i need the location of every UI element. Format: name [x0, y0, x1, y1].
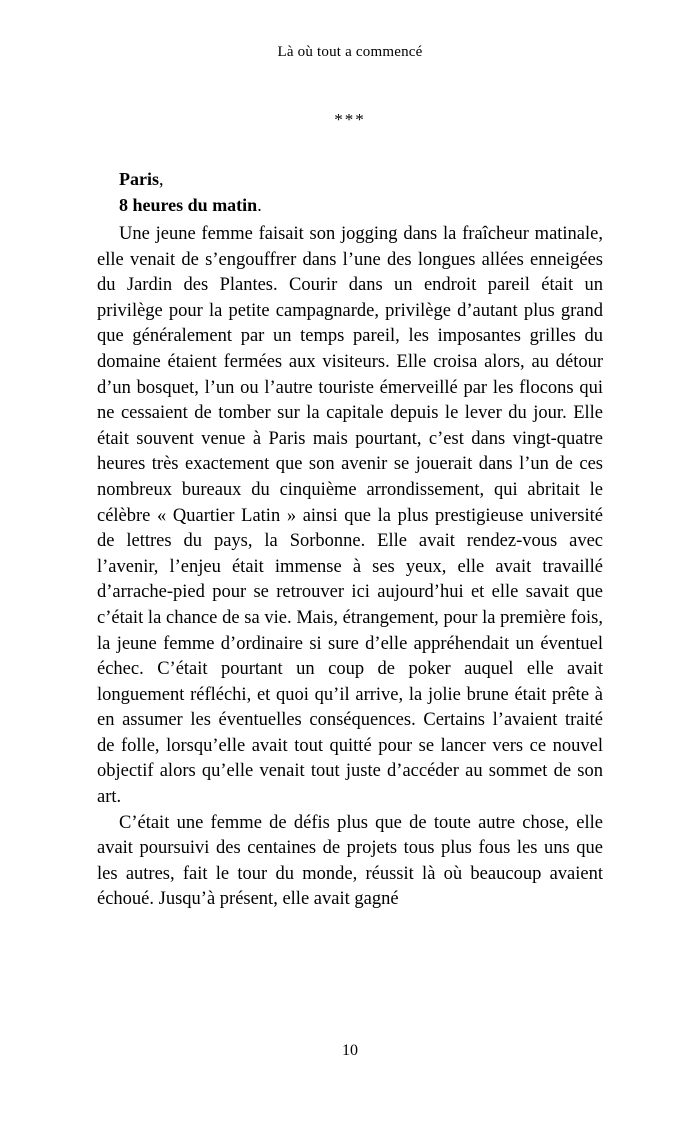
book-page [0, 44, 700, 1124]
dateline-time: 8 heures du matin [119, 195, 258, 215]
dateline-time-suffix: . [257, 195, 262, 215]
paragraph: C’était une femme de défis plus que de toute autre chose, elle avait poursuivi des centaines de projets tous plus fous les uns que les autres, fait le tour du monde, réussit là où beaucoup avaient échoué. Jusqu’à présent, elle avait gagné [97, 812, 603, 910]
text-block [97, 166, 603, 913]
running-head: Là où tout a commencé [277, 44, 423, 60]
scene-separator: *** [334, 110, 366, 129]
paragraph: Une jeune femme faisait son jogging dans la fraîcheur matinale, elle venait de s’engouffrer dans l’une des longues allées enneigées du Jardin des Plantes. Courir dans un endroit pareil était un privilège pour la petite campagnarde, privilège d’autant plus grand que généralement par un temps pareil, les imposantes grilles du domaine étaient fermées aux visiteurs. Elle croisa alors, au détour d’un bosquet, l’un ou l’autre touriste émerveillé par les flocons qui ne cessaient de tomber sur la capitale depuis le lever du jour. Elle était souvent venue à Paris mais pourtant, c’est dans vingt-quatre heures très exactement que son avenir se jouerait dans l’un de ces nombreux bureaux du cinquième arrondissement, qui abritait le célèbre « Quartier Latin » ainsi que la plus prestigieuse université de lettres du pays, la Sorbonne. Elle avait rendez-vous avec l’avenir, l’enjeu était immense à ses yeux, elle avait travaillé d’arrache-pied pour se retrouver ici aujourd’hui et elle savait que c’était la chance de sa vie. Mais, étrangement, pour la première fois, la jeune femme d’ordinaire si sure d’elle appréhendait un éventuel échec. C’était pourtant un coup de poker auquel elle avait longuement réfléchi, et quoi qu’il arrive, la jolie brune était prête à en assumer les éventuelles conséquences. Certains l’avaient traité de folle, lorsqu’elle avait tout quitté pour se lancer vers ce nouvel objectif alors qu’elle venait tout juste d’accéder au sommet de son art. [97, 224, 603, 808]
dateline [97, 166, 603, 218]
dateline-place-line [119, 166, 603, 192]
dateline-time-line [119, 192, 603, 218]
page-number: 10 [342, 1042, 358, 1059]
dateline-place-suffix: , [159, 169, 164, 189]
dateline-place: Paris [119, 169, 159, 189]
